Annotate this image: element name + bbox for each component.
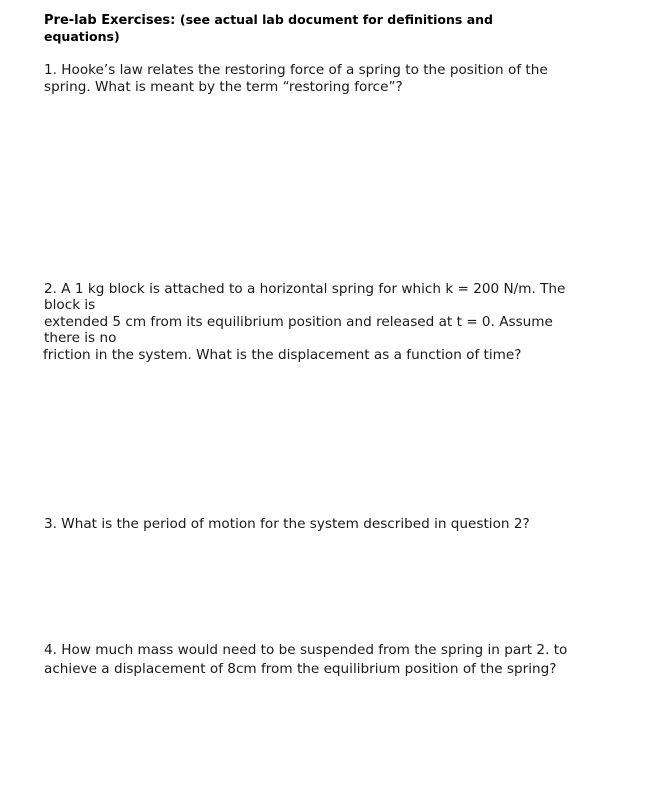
question-2-line-2: block is (44, 297, 96, 313)
question-2-line-5: friction in the system. What is the displacement as a function of time? (43, 347, 522, 363)
question-1-line-2: spring. What is meant by the term “restoring force”? (44, 79, 403, 95)
heading-subtitle-line1: (see actual lab document for definitions and (179, 12, 493, 27)
question-2-line-1: 2. A 1 kg block is attached to a horizontal spring for which k = 200 N/m. The (44, 281, 566, 297)
question-4-line-1: 4. How much mass would need to be suspended from the spring in part 2. to (44, 642, 568, 658)
heading-subtitle-line2: equations) (44, 29, 120, 44)
question-4-line-2: achieve a displacement of 8cm from the equilibrium position of the spring? (44, 661, 557, 677)
question-3-line-1: 3. What is the period of motion for the system described in question 2? (44, 516, 530, 532)
page-heading (44, 12, 604, 46)
question-4 (44, 641, 567, 679)
question-1-line-1: 1. Hooke’s law relates the restoring force of a spring to the position of the (44, 62, 548, 78)
question-2-line-3: extended 5 cm from its equilibrium position and released at t = 0. Assume (44, 314, 553, 330)
heading-title: Pre-lab Exercises: (44, 13, 176, 28)
question-3 (44, 516, 530, 533)
question-2 (44, 281, 565, 364)
question-2-line-4: there is no (44, 330, 117, 346)
question-1 (44, 62, 548, 96)
